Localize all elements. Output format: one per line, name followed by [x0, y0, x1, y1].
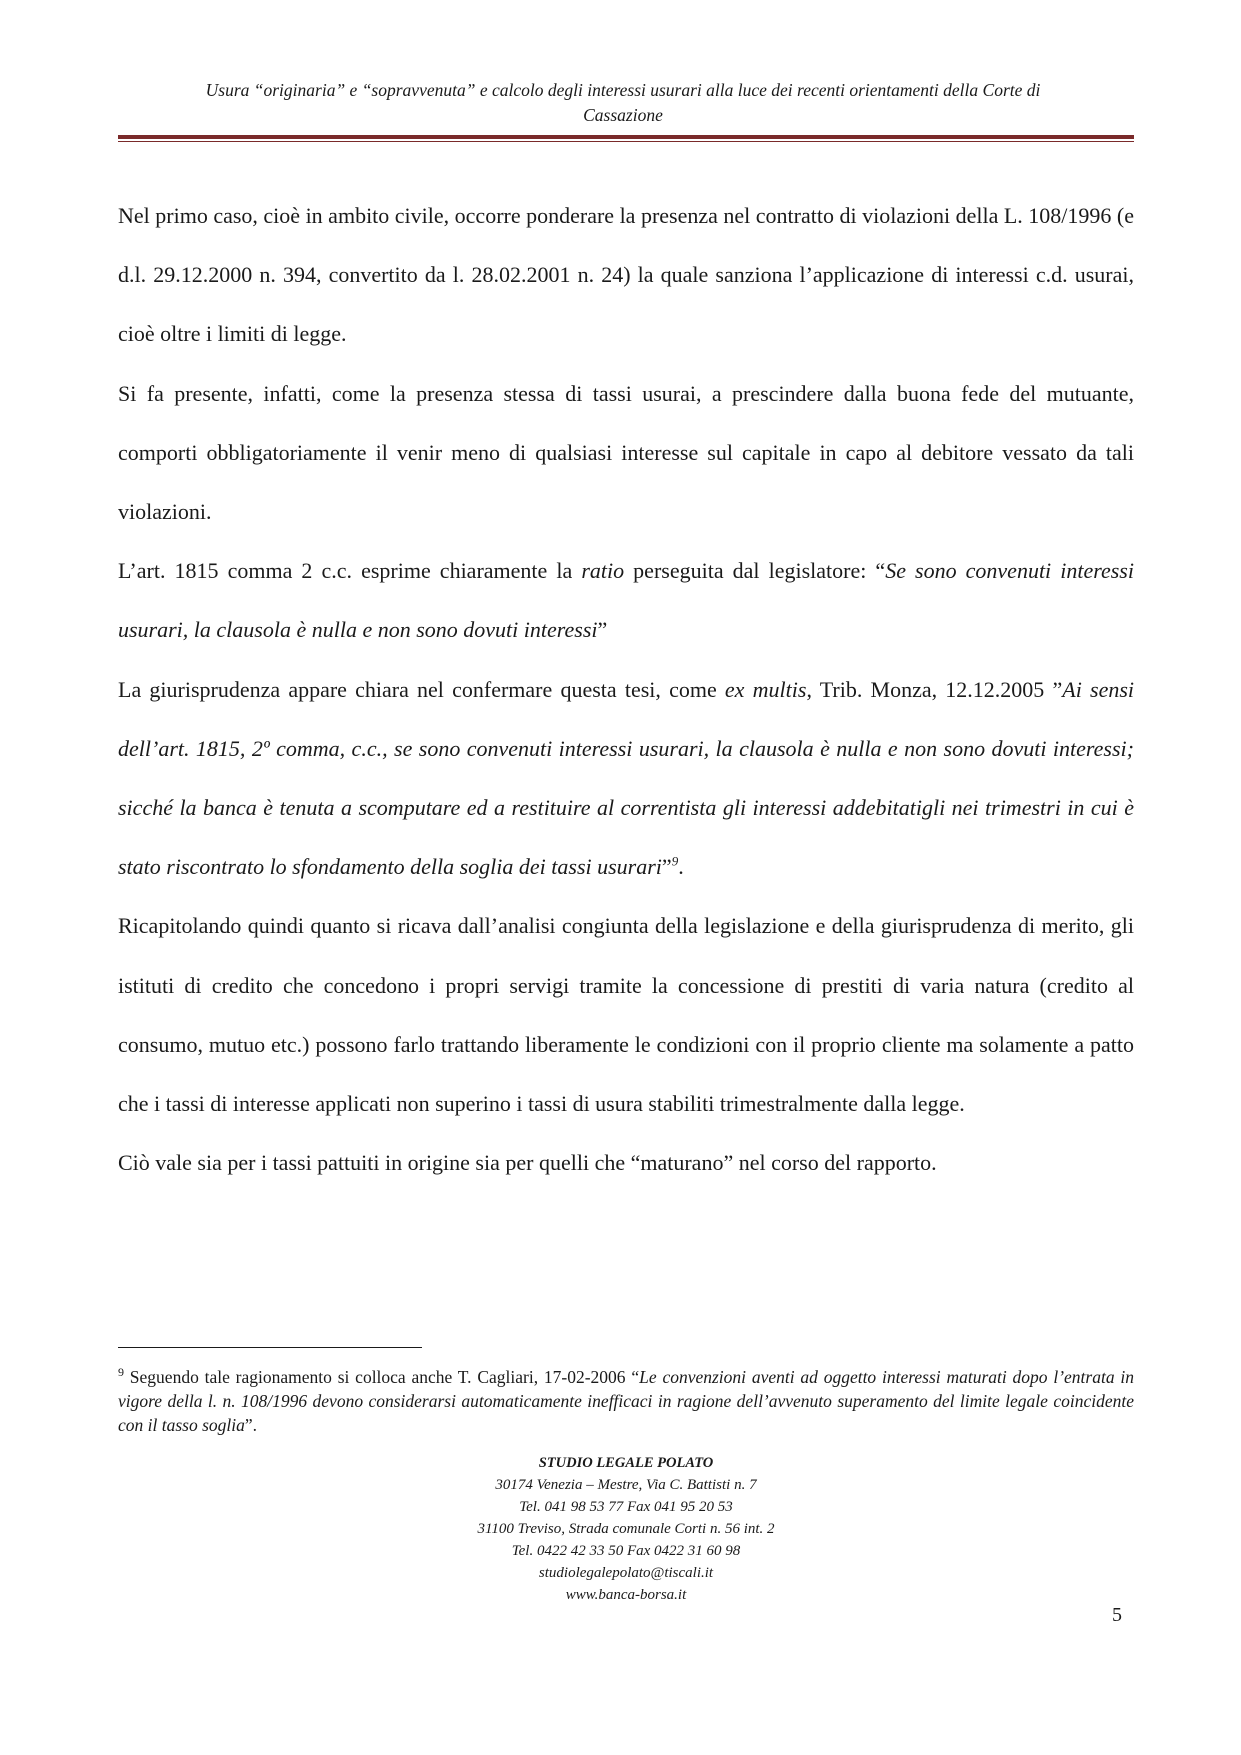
p3-text-c: ” — [597, 617, 608, 643]
p4-text-c: ” — [661, 854, 672, 880]
paragraph-4 — [118, 660, 1134, 897]
header-title-line2: Cassazione — [583, 105, 663, 125]
page-footer — [118, 1452, 1134, 1606]
p4-ex-multis: ex multis — [724, 676, 807, 702]
header-rule — [118, 135, 1134, 139]
p4-text-a: La giurisprudenza appare chiara nel confermare questa tesi, come — [118, 676, 725, 702]
footnote-text-a: Seguendo tale ragionamento si colloca anche T. Cagliari, 17-02-2006 “ — [124, 1367, 640, 1387]
p4-text-d: . — [678, 854, 684, 880]
footer-firm-name: STUDIO LEGALE POLATO — [538, 1455, 714, 1471]
paragraph-2: Si fa presente, infatti, come la presenza stessa di tassi usurai, a prescindere dalla buona fede del mutuante, comporti obbligatoriamente il venir meno di qualsiasi interesse sul capitale in capo al debitore vessato da tali violazioni. — [118, 380, 1134, 525]
p4-quote: Ai sensi dell’art. 1815, 2º comma, c.c., se sono convenuti interessi usurari, la clausola è nulla e non sono dovuti interessi; sicché la banca è tenuta a scomputare ed a restituire al correntista gli interessi addebitatigli nei trimestri in cui è stato riscontrato lo sfondamento della soglia dei tassi usurari — [118, 676, 1135, 880]
p3-ratio: ratio — [581, 558, 625, 584]
footer-website[interactable]: www.banca-borsa.it — [565, 1587, 687, 1603]
paragraph-1: Nel primo caso, cioè in ambito civile, occorre ponderare la presenza nel contratto di violazioni della L. 108/1996 (e d.l. 29.12.2000 n. 394, convertito da l. 28.02.2001 n. 24) la quale sanziona l’applicazione di interessi c.d. usurai, cioè oltre i limiti di legge. — [118, 203, 1134, 347]
footnote-number: 9 — [118, 1365, 124, 1380]
footnote-separator — [118, 1347, 422, 1348]
p3-text-b: perseguita dal legislatore: “ — [624, 558, 886, 584]
header-rule-thin — [118, 141, 1134, 142]
footer-phone-treviso: Tel. 0422 42 33 50 Fax 0422 31 60 98 — [511, 1543, 741, 1559]
footer-email[interactable]: studiolegalepolato@tiscali.it — [538, 1565, 714, 1581]
main-body — [118, 186, 1134, 1192]
paragraph-5: Ricapitolando quindi quanto si ricava dall’analisi congiunta della legislazione e della giurisprudenza di merito, gli istituti di credito che concedono i propri servigi tramite la concessione di prestiti di varia natura (credito al consumo, mutuo etc.) possono farlo trattando liberamente le condizioni con il proprio cliente ma solamente a patto che i tassi di interesse applicati non superino i tassi di usura stabiliti trimestralmente dalla legge. — [118, 913, 1134, 1117]
paragraph-6: Ciò vale sia per i tassi pattuiti in origine sia per quelli che “maturano” nel corso del rapporto. — [118, 1150, 937, 1176]
footnote-reference[interactable]: 9 — [671, 853, 679, 869]
header-title-line1: Usura “originaria” e “sopravvenuta” e calcolo degli interessi usurari alla luce dei recenti orientamenti della Corte di — [205, 80, 1041, 100]
paragraph-3 — [118, 541, 1134, 659]
footer-address-venezia: 30174 Venezia – Mestre, Via C. Battisti n. 7 — [495, 1477, 757, 1493]
page-number: 5 — [1112, 1604, 1122, 1626]
footer-address-treviso: 31100 Treviso, Strada comunale Corti n. 56 int. 2 — [477, 1521, 775, 1537]
page-header — [118, 78, 1128, 128]
footnote — [118, 1365, 1134, 1437]
p3-quote: Se sono convenuti interessi usurari, la clausola è nulla e non sono dovuti interessi — [118, 558, 1134, 643]
p3-text-a: L’art. 1815 comma 2 c.c. esprime chiaramente la — [118, 558, 582, 584]
footer-phone-venezia: Tel. 041 98 53 77 Fax 041 95 20 53 — [519, 1499, 733, 1515]
p4-text-b: , Trib. Monza, 12.12.2005 ” — [806, 676, 1063, 702]
footnote-quote: Le convenzioni aventi ad oggetto interessi maturati dopo l’entrata in vigore della l. n. 108/1996 devono considerarsi automaticamente inefficaci in ragione dell’avvenuto superamento del limite legale coincidente con il tasso soglia — [118, 1367, 1134, 1435]
footnote-text-b: ”. — [244, 1415, 258, 1435]
